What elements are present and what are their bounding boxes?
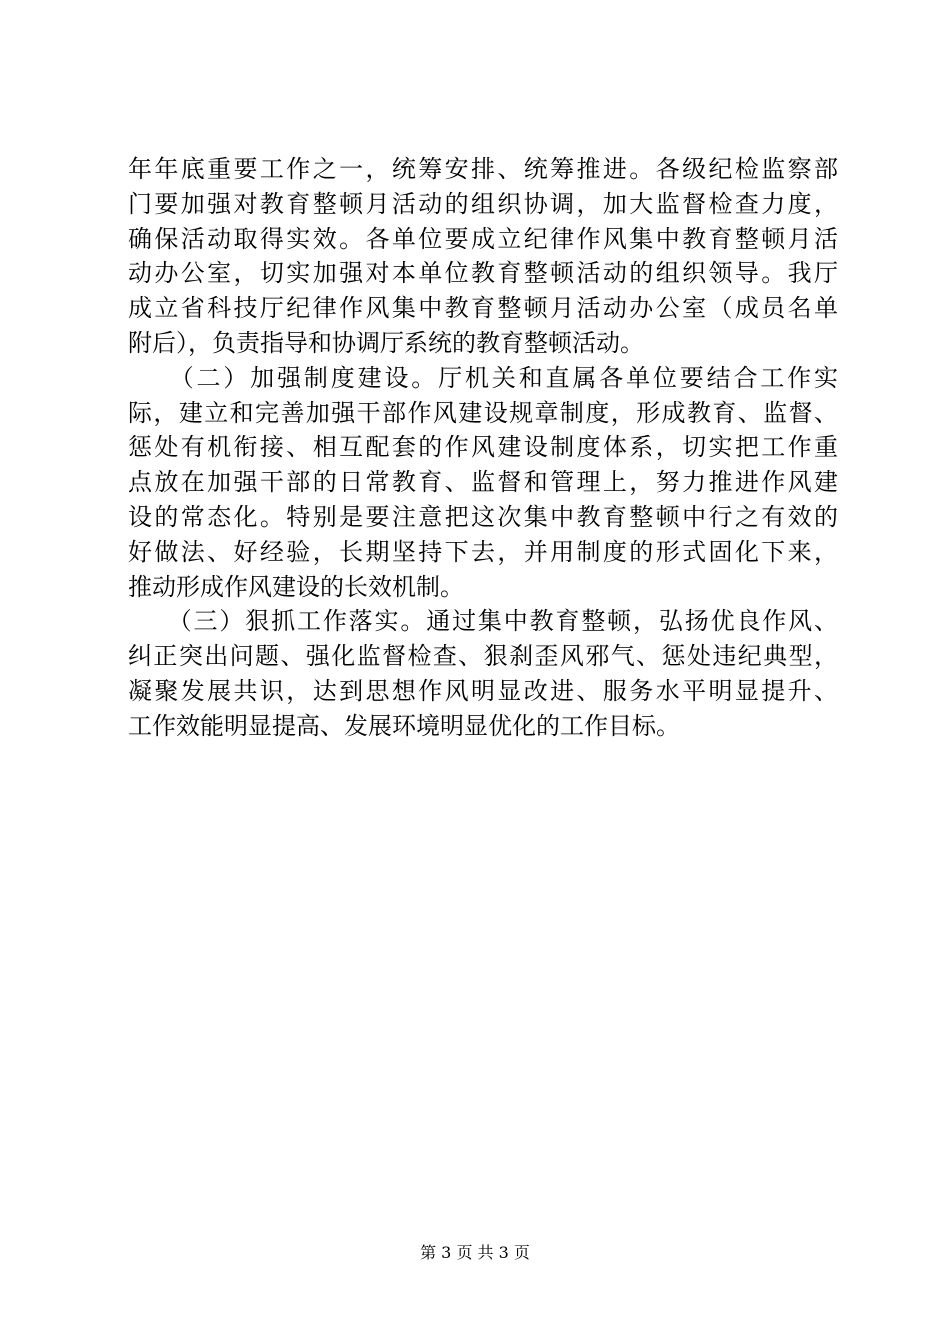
text-line: 成立省科技厅纪律作风集中教育整顿月活动办公室（成员名单 — [128, 294, 838, 323]
paragraph-3 — [128, 604, 838, 743]
text-line: 年年底重要工作之一，统筹安排、统筹推进。各级纪检监察部 — [128, 155, 838, 183]
text-line: （三）狠抓工作落实。通过集中教育整顿，弘扬优良作风、 — [128, 607, 838, 636]
paragraph-1 — [128, 152, 838, 361]
text-line: 际，建立和完善加强干部作风建设规章制度，形成教育、监督、 — [128, 398, 838, 427]
text-line: 门要加强对教育整顿月活动的组织协调，加大监督检查力度， — [128, 189, 838, 218]
text-line: 凝聚发展共识，达到思想作风明显改进、服务水平明显提升、 — [128, 676, 838, 705]
text-line: 惩处有机衔接、相互配套的作风建设制度体系，切实把工作重 — [128, 433, 838, 462]
document-body — [128, 152, 838, 744]
text-line: （二）加强制度建设。厅机关和直属各单位要结合工作实 — [128, 363, 838, 392]
text-line: 点放在加强干部的日常教育、监督和管理上，努力推进作风建 — [128, 468, 838, 497]
text-line: 推动形成作风建设的长效机制。 — [128, 572, 464, 601]
text-line: 好做法、好经验，长期坚持下去，并用制度的形式固化下来， — [128, 537, 838, 566]
paragraph-2 — [128, 361, 838, 605]
page-number: 第 3 页 共 3 页 — [420, 1243, 530, 1262]
text-line: 工作效能明显提高、发展环境明显优化的工作目标。 — [128, 711, 680, 740]
text-line: 动办公室，切实加强对本单位教育整顿活动的组织领导。我厅 — [128, 259, 838, 288]
text-line: 设的常态化。特别是要注意把这次集中教育整顿中行之有效的 — [128, 502, 838, 531]
text-line: 确保活动取得实效。各单位要成立纪律作风集中教育整顿月活 — [128, 224, 838, 253]
text-line: 纠正突出问题、强化监督检查、狠刹歪风邪气、惩处违纪典型， — [128, 642, 838, 671]
text-line: 附后），负责指导和协调厅系统的教育整顿活动。 — [128, 328, 644, 357]
